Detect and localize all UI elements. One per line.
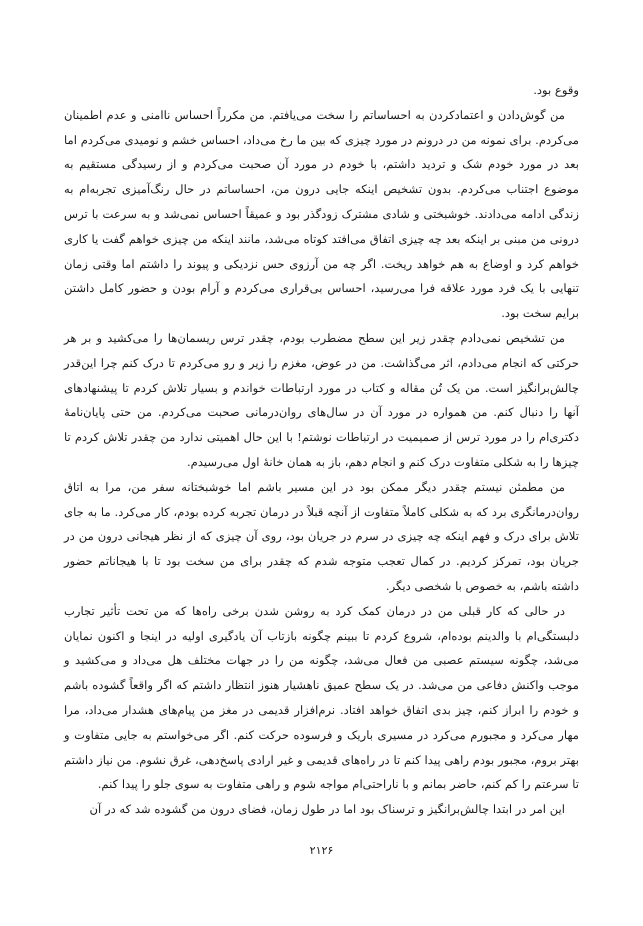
page-number: ۲۱۲۶ — [309, 844, 334, 857]
paragraph-4: من مطمئن نیستم چقدر دیگر ممکن بود در این مسیر باشم اما خوشبختانه سفر من، مرا به اتاق روان‌درمانگری برد که به شکلی کاملاً متفاوت از آنچه قبلاً در درمان تجربه کرده بودم، کار می‌کرد. ما به جای تلاش برای درک و فهم اینکه چه چیزی در سرم در جریان بود، روی آن چیزی که از نظر هیجانی درون من در جریان بود، تمرکز کردیم. در کمال تعجب متوجه شدم که چقدر برای من سخت بود تا با هیجاناتم حضور داشته باشم، به خصوص با شخصی دیگر. — [64, 479, 579, 593]
paragraph-6: این امر در ابتدا چالش‌برانگیز و ترسناک بود اما در طول زمان، فضای درون من گشوده شد که در آن — [89, 802, 565, 817]
document-body — [64, 78, 579, 822]
paragraph-3: من تشخیص نمی‌دادم چقدر زیر این سطح مضطرب بودم، چقدر ترس ریسمان‌ها را می‌کشید و بر هر حرکتی که انجام می‌دادم، اثر می‌گذاشت. من در عوض، مغزم را زیر و رو می‌کردم تا درک کنم چرا این‌قدر چالش‌برانگیز است. من یک تُن مقاله و کتاب در مورد ارتباطات خواندم و بسیار تلاش کردم تا پیشنهادهای آنها را دنبال کنم. من همواره در مورد آن در سال‌های روان‌درمانی صحبت می‌کردم. من حتی پایان‌نامهٔ دکتری‌ام را در مورد ترس از صمیمیت در ارتباطات نوشتم! با این حال اهمیتی ندارد من چقدر تلاش کردم تا چیزها را به شکلی متفاوت درک کنم و انجام دهم، باز به همان خانهٔ اول می‌رسیدم. — [64, 330, 579, 469]
paragraph-5: در حالی که کار قبلی من در درمان کمک کرد به روشن شدن برخی راه‌ها که من تحت تأثیر تجارب دلبستگی‌ام با والدینم بوده‌ام، شروع کردم تا ببینم چگونه بازتاب آن یادگیری اولیه در اینجا و اکنون نمایان می‌شد، چگونه سیستم عصبی من فعال می‌شد، چگونه من را در جهات مختلف هل می‌داد و می‌کشید و موجب واکنش دفاعی من می‌شد. در یک سطح عمیق ناهشیار هنوز انتظار داشتم که اگر واقعاً گشوده باشم و خودم را ابراز کنم، چیز بدی اتفاق خواهد افتاد. نرم‌افزار قدیمی در مغز من پیام‌های هشدار می‌داد، مرا مهار می‌کرد و مجبورم می‌کرد در مسیری باریک و فرسوده حرکت کنم. اگر می‌خواستم به جایی متفاوت و بهتر بروم، مجبور بودم راهی پیدا کنم تا در راه‌های قدیمی و غیر ارادی پاسخ‌دهی، غرق نشوم. من نیاز داشتم تا سرعتم را کم کنم، حاضر بمانم و با ناراحتی‌ام مواجه شوم و راهی متفاوت به سوی جلو را پیدا کنم. — [64, 603, 579, 792]
paragraph-2: من گوش‌دادن و اعتمادکردن به احساساتم را سخت می‌یافتم. من مکرراً احساس ناامنی و عدم اطمینان می‌کردم. برای نمونه من در درونم در مورد چیزی که بین ما رخ می‌داد، احساس خشم و نومیدی می‌کردم اما بعد در مورد خودم شک و تردید داشتم، با خودم در مورد آن صحبت می‌کردم و از رسیدگی مستقیم به موضوع اجتناب می‌کردم. بدون تشخیص اینکه جایی درون من، احساساتم در حال رنگ‌آمیزی تجربه‌ام به زندگی ادامه می‌دادند. خوشبختی و شادی مشترک زودگذر بود و عمیقاً احساس نمی‌شد و به سرعت با ترس درونی من مبنی بر اینکه بعد چه چیزی اتفاق می‌افتد کوتاه می‌شد، مانند اینکه من چیزی خواهم گفت یا کاری خواهم کرد و اوضاع به هم خواهد ریخت. اگر چه من آرزوی حس نزدیکی و پیوند را داشتم اما وقتی زمان تنهایی با یک فرد مورد علاقه فرا می‌رسید، احساس بی‌قراری می‌کردم و آرام بودن و حضور کامل داشتن برایم سخت بود. — [64, 107, 579, 321]
paragraph-1: وقوع بود. — [533, 83, 579, 97]
